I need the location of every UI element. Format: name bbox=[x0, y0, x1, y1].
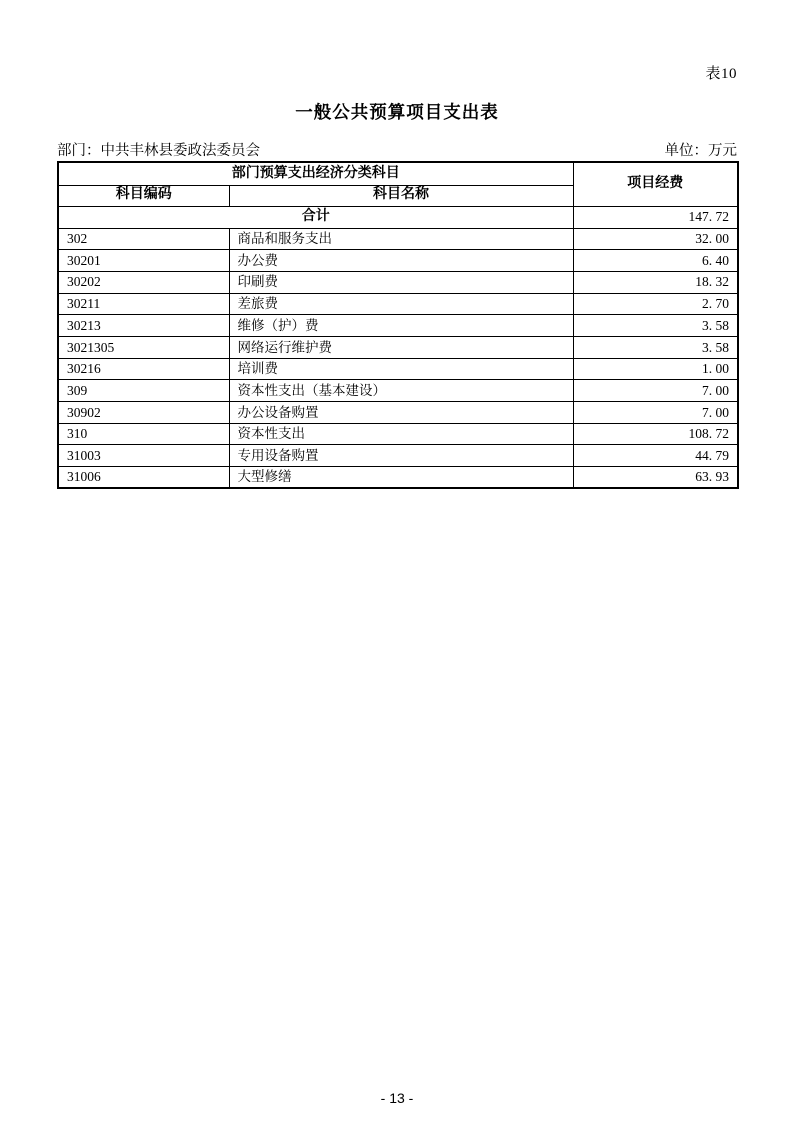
subject-code-cell: 31006 bbox=[58, 467, 229, 489]
total-label-cell: 合计 bbox=[58, 206, 573, 228]
subject-name-cell: 办公设备购置 bbox=[229, 402, 573, 424]
total-row bbox=[58, 206, 738, 228]
document-page bbox=[57, 0, 737, 1122]
amount-cell: 32. 00 bbox=[573, 228, 738, 250]
subject-name-cell: 培训费 bbox=[229, 358, 573, 380]
meta-row bbox=[57, 139, 737, 160]
subject-code-cell: 302 bbox=[58, 228, 229, 250]
header-col-amount: 项目经费 bbox=[573, 162, 738, 206]
amount-cell: 44. 79 bbox=[573, 445, 738, 467]
total-amount-cell: 147. 72 bbox=[573, 206, 738, 228]
subject-name-cell: 差旅费 bbox=[229, 293, 573, 315]
subject-name-cell: 资本性支出 bbox=[229, 423, 573, 445]
table-body bbox=[58, 206, 738, 488]
header-col-name: 科目名称 bbox=[229, 185, 573, 206]
subject-name-cell: 办公费 bbox=[229, 250, 573, 272]
table-row bbox=[58, 315, 738, 337]
subject-code-cell: 30216 bbox=[58, 358, 229, 380]
budget-table bbox=[57, 161, 739, 489]
table-row bbox=[58, 250, 738, 272]
table-row bbox=[58, 380, 738, 402]
amount-cell: 1. 00 bbox=[573, 358, 738, 380]
department-label: 部门：中共丰林县委政法委员会 bbox=[57, 143, 260, 159]
amount-cell: 3. 58 bbox=[573, 336, 738, 358]
table-row bbox=[58, 293, 738, 315]
table-row bbox=[58, 423, 738, 445]
subject-code-cell: 30201 bbox=[58, 250, 229, 272]
page-number: - 13 - bbox=[380, 1090, 414, 1106]
table-row bbox=[58, 358, 738, 380]
amount-cell: 63. 93 bbox=[573, 467, 738, 489]
subject-name-cell: 网络运行维护费 bbox=[229, 336, 573, 358]
table-row bbox=[58, 336, 738, 358]
subject-code-cell: 30213 bbox=[58, 315, 229, 337]
subject-name-cell: 大型修缮 bbox=[229, 467, 573, 489]
subject-name-cell: 商品和服务支出 bbox=[229, 228, 573, 250]
amount-cell: 108. 72 bbox=[573, 423, 738, 445]
subject-name-cell: 资本性支出（基本建设） bbox=[229, 380, 573, 402]
header-group-title: 部门预算支出经济分类科目 bbox=[58, 162, 573, 185]
subject-code-cell: 31003 bbox=[58, 445, 229, 467]
subject-code-cell: 310 bbox=[58, 423, 229, 445]
amount-cell: 7. 00 bbox=[573, 402, 738, 424]
subject-name-cell: 专用设备购置 bbox=[229, 445, 573, 467]
amount-cell: 2. 70 bbox=[573, 293, 738, 315]
unit-label: 单位：万元 bbox=[664, 143, 737, 159]
amount-cell: 7. 00 bbox=[573, 380, 738, 402]
subject-code-cell: 30902 bbox=[58, 402, 229, 424]
table-row bbox=[58, 271, 738, 293]
amount-cell: 6. 40 bbox=[573, 250, 738, 272]
table-row bbox=[58, 467, 738, 489]
subject-name-cell: 印刷费 bbox=[229, 271, 573, 293]
subject-name-cell: 维修（护）费 bbox=[229, 315, 573, 337]
header-col-code: 科目编码 bbox=[58, 185, 229, 206]
subject-code-cell: 3021305 bbox=[58, 336, 229, 358]
subject-code-cell: 309 bbox=[58, 380, 229, 402]
table-row bbox=[58, 228, 738, 250]
page-title: 一般公共预算项目支出表 bbox=[295, 102, 499, 122]
subject-code-cell: 30211 bbox=[58, 293, 229, 315]
table-header bbox=[58, 162, 738, 206]
table-number-tag: 表10 bbox=[705, 66, 737, 82]
table-row bbox=[58, 402, 738, 424]
table-row bbox=[58, 445, 738, 467]
subject-code-cell: 30202 bbox=[58, 271, 229, 293]
amount-cell: 18. 32 bbox=[573, 271, 738, 293]
amount-cell: 3. 58 bbox=[573, 315, 738, 337]
